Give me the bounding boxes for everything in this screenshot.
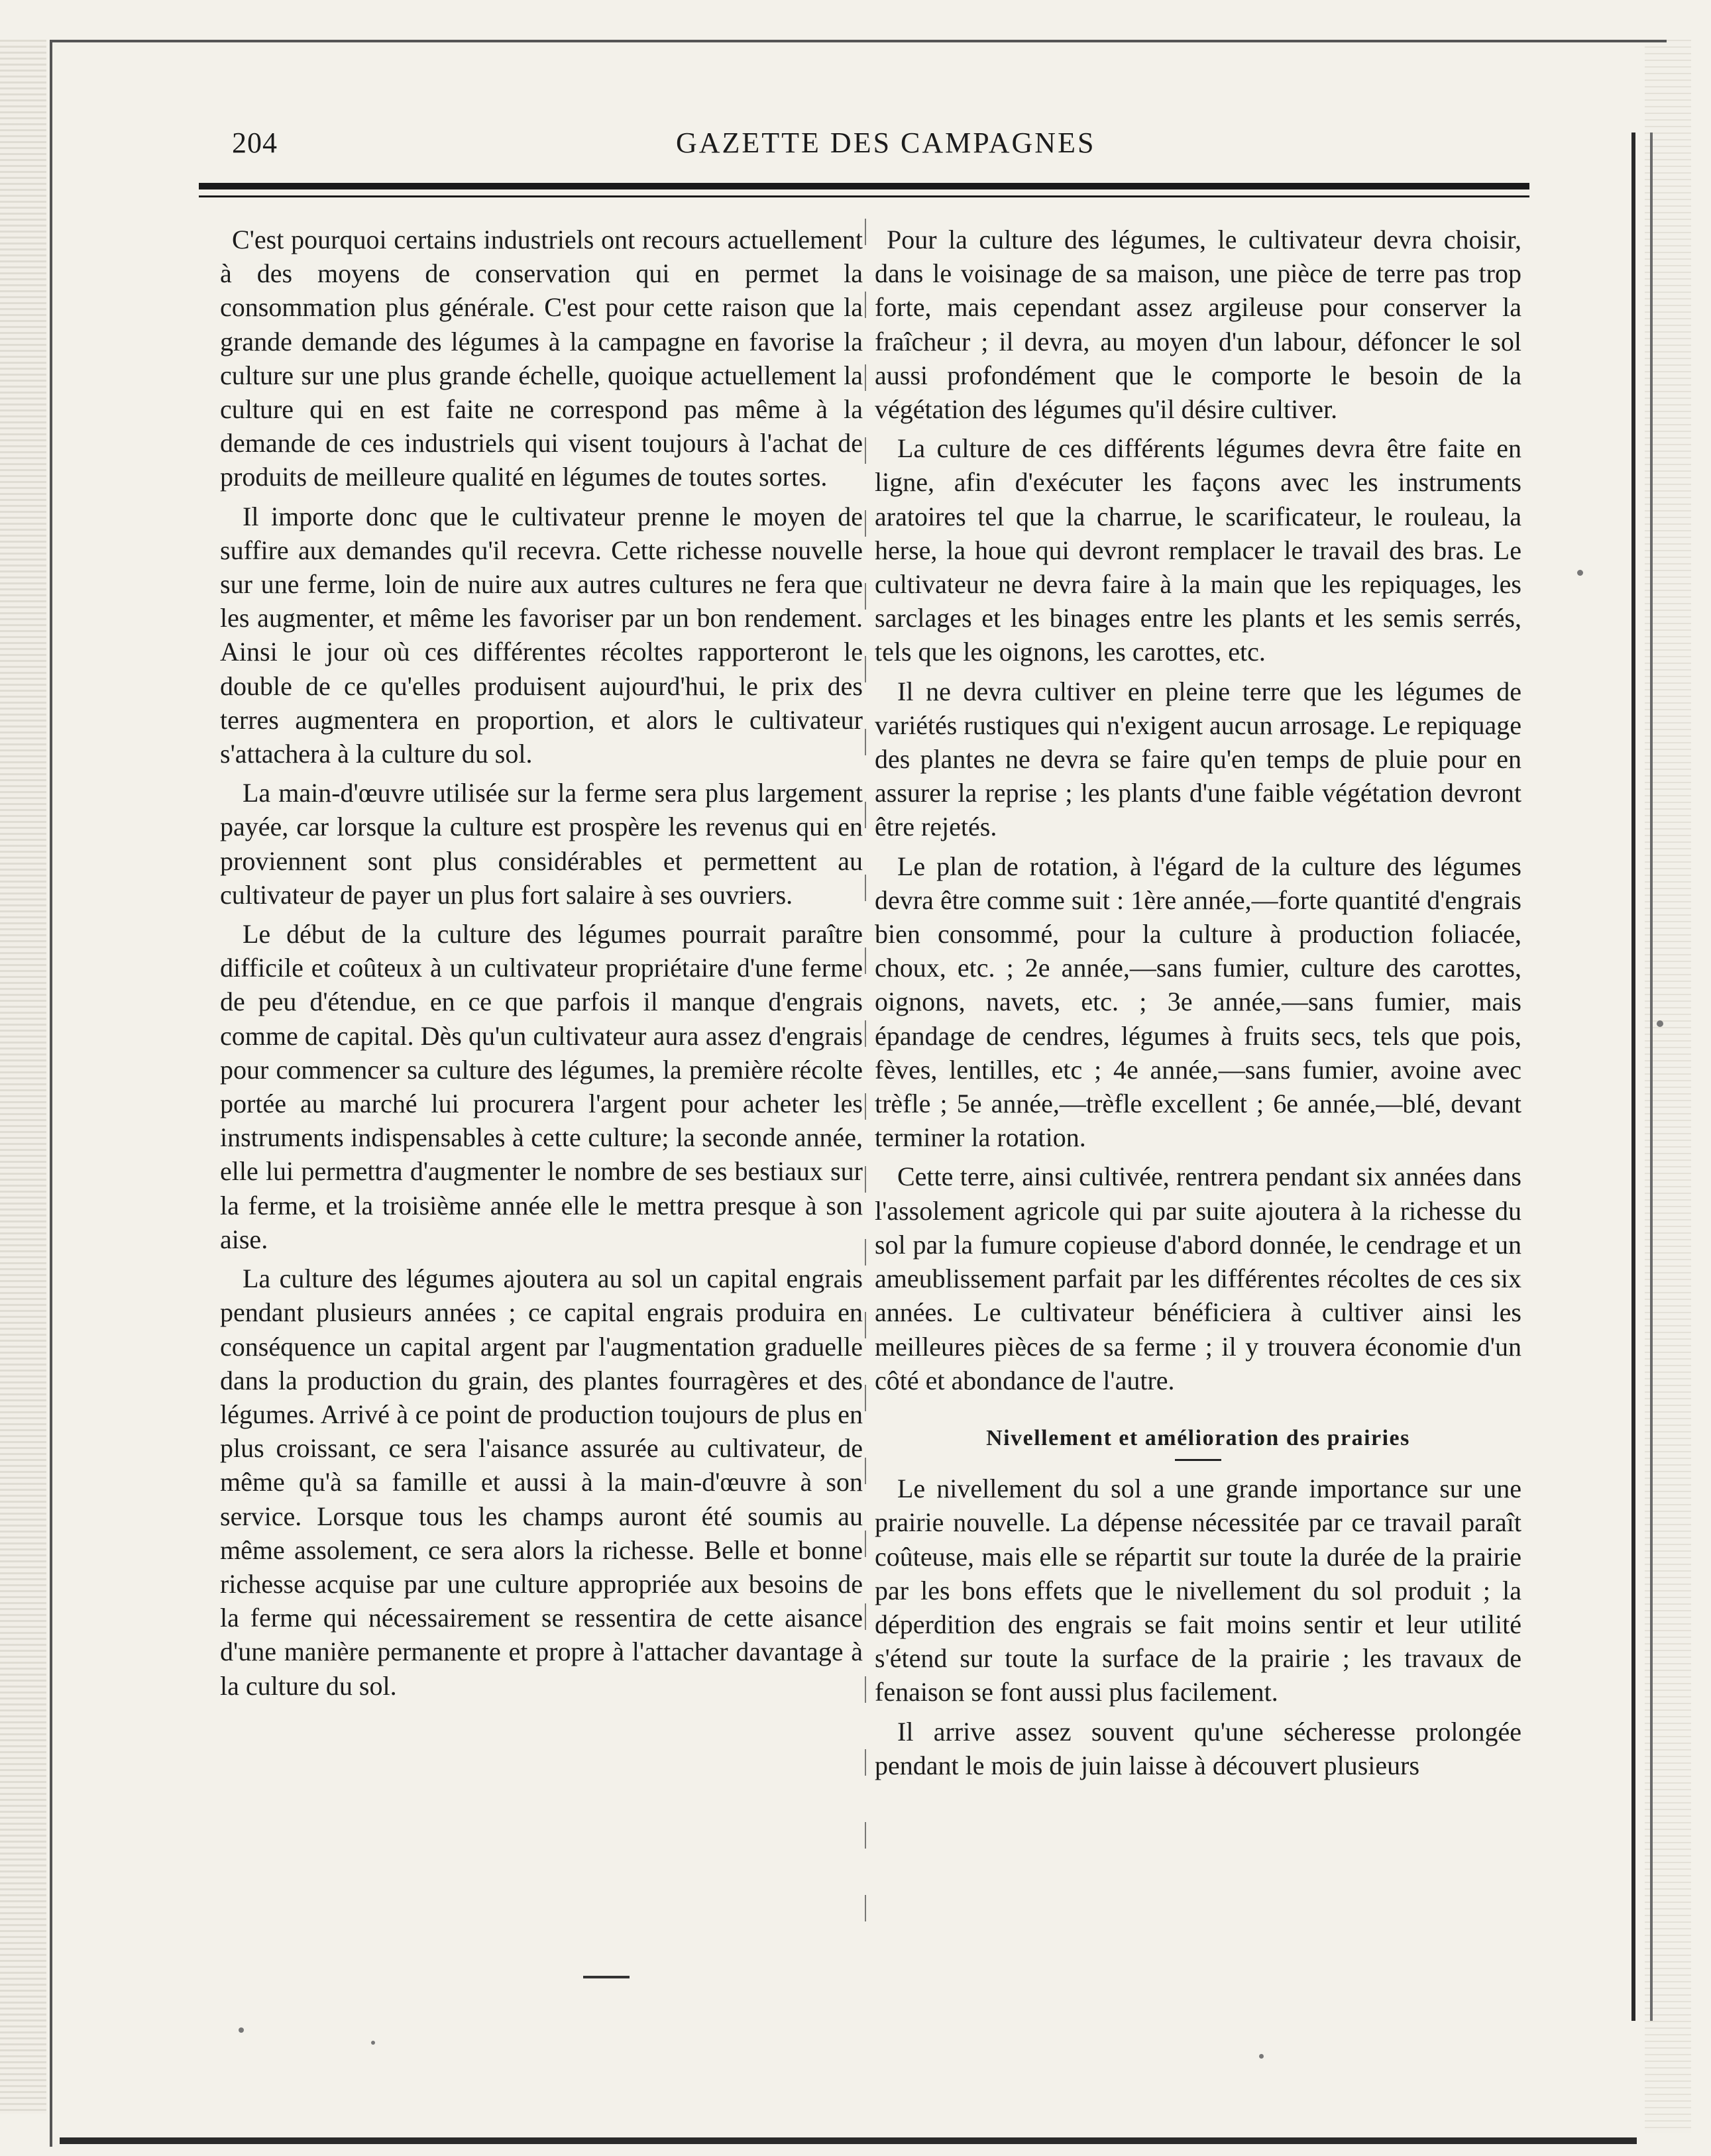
running-title: GAZETTE DES CAMPAGNES	[676, 127, 1096, 159]
section-heading: Nivellement et amélioration des prairies	[986, 1425, 1410, 1450]
binding-line	[1631, 133, 1635, 2021]
print-speck	[371, 2041, 375, 2045]
right-column	[875, 223, 1521, 1788]
left-column	[220, 223, 863, 1708]
page-header	[212, 126, 1524, 172]
paragraph: Il importe donc que le cultivateur prenne le moyen de suffire aux demandes qu'il recevra. Cette richesse nouvelle sur une ferme, loin de nuire aux autres cultures ne fera que les augmenter, et même les favoriser par un bon rendement. Ainsi le jour où ces différentes récoltes rapporteront le double de ce qu'elles produisent aujourd'hui, le prix des terres augmentera en proportion, et alors le cultivateur s'attachera à la culture du sol.	[220, 501, 863, 769]
paragraph: Pour la culture des légumes, le cultivateur devra choisir, dans le voisinage de sa maison, une pièce de terre pas trop forte, mais cependant assez argileuse pour conserver la fraîcheur ; il devra, au moyen d'un labour, défoncer le sol aussi profondément que le comporte le besoin de la végétation des légumes qu'il désire cultiver.	[875, 225, 1521, 425]
left-border	[50, 40, 52, 2147]
bottom-border	[60, 2137, 1637, 2144]
paragraph: Le nivellement du sol a une grande importance sur une prairie nouvelle. La dépense nécessitée par ce travail paraît coûteuse, mais elle se répartit sur toute la durée de la prairie par les bons effets que le nivellement du sol produit ; la déperdition des engrais se fait moins sentir et leur utilité s'étend sur toute la surface de la prairie ; les travaux de fenaison se font aussi plus facilement.	[875, 1474, 1521, 1707]
paragraph: La culture des légumes ajoutera au sol un capital engrais pendant plusieurs années ; ce capital engrais produira en conséquence un capital argent par l'augmentation graduelle dans la production du grain, des plantes fourragères et des légumes. Arrivé à ce point de production toujours de plus en plus croissant, ce sera l'aisance assurée au cultivateur, de même qu'à sa famille et aussi à la main-d'œuvre à son service. Lorsque tous les champs auront été soumis au même assolement, ce sera alors la richesse. Belle et bonne richesse acquise par une culture appropriée aux besoins de la ferme qui nécessairement se ressentira de cette aisance d'une manière permanente et propre à l'attacher davantage à la culture du sol.	[220, 1264, 863, 1701]
paragraph: Le plan de rotation, à l'égard de la culture des légumes devra être comme suit : 1ère année,—forte quantité d'engrais bien consommé, pour la culture à production foliacée, choux, etc. ; 2e année,—sans fumier, culture des carottes, oignons, navets, etc. ; 3e année,—sans fumier, mais épandage de cendres, légumes à fruits secs, tels que pois, fèves, lentilles, etc ; 4e année,—sans fumier, avoine avec trèfle ; 5e année,—trèfle excellent ; 6e année,—blé, devant terminer la rotation.	[875, 851, 1521, 1153]
print-speck	[1657, 1020, 1663, 1027]
section-dash	[1175, 1459, 1221, 1461]
paragraph: Cette terre, ainsi cultivée, rentrera pendant six années dans l'assolement agricole qui par suite ajoutera à la richesse du sol par la fumure copieuse d'abord donnée, le cendrage et un ameublissement parfait par les différentes récoltes de ces six années. Le cultivateur bénéficiera à cultiver ainsi les meilleures pièces de sa ferme ; il y trouvera économie d'un côté et abondance de l'autre.	[875, 1161, 1521, 1395]
paragraph: La culture de ces différents légumes devra être faite en ligne, afin d'exécuter les façons avec les instruments aratoires tel que la charrue, le scarificateur, le rouleau, la herse, la houe qui devront remplacer le travail des bras. Le cultivateur ne devra faire à la main que les repiquages, les sarclages et les binages entre les plants et les semis serrés, tels que les oignons, les carottes, etc.	[875, 433, 1521, 667]
header-rule-thin	[199, 195, 1529, 197]
binding-line-secondary	[1650, 133, 1653, 2021]
top-border	[50, 40, 1667, 42]
column-divider	[865, 219, 866, 1955]
paragraph: Il arrive assez souvent qu'une sécheresse prolongée pendant le mois de juin laisse à découvert plusieurs	[875, 1716, 1521, 1780]
header-rule-thick	[199, 183, 1529, 189]
paragraph: Il ne devra cultiver en pleine terre que les légumes de variétés rustiques qui n'exigent aucun arrosage. Le repiquage des plantes ne devra se faire qu'en temps de pluie pour en assurer la reprise ; les plants d'une faible végétation devront être rejetés.	[875, 676, 1521, 842]
paragraph: Le début de la culture des légumes pourrait paraître difficile et coûteux à un cultivateur propriétaire d'une ferme de peu d'étendue, en ce que parfois il manque d'engrais comme de capital. Dès qu'un cultivateur aura assez d'engrais pour commencer sa culture des légumes, la première récolte portée au marché lui procurera l'argent pour acheter les instruments indispensables à cette culture; la seconde année, elle lui permettra d'augmenter le nombre de ses bestiaux sur la ferme, et la troisième année elle le mettra presque à son aise.	[220, 919, 863, 1254]
paragraph: C'est pourquoi certains industriels ont recours actuellement à des moyens de conservation qui en permet la consommation plus générale. C'est pour cette raison que la grande demande des légumes à la campagne en favorise la culture sur une plus grande échelle, quoique actuellement la culture qui en est faite ne correspond pas même à la demande de ces industriels qui visent toujours à l'achat de produits de meilleure qualité en légumes de toutes sortes.	[220, 225, 863, 492]
print-speck	[1577, 570, 1583, 576]
end-mark	[583, 1976, 630, 1978]
paragraph: La main-d'œuvre utilisée sur la ferme sera plus largement payée, car lorsque la culture est prospère les revenus qui en proviennent sont plus considérables et permettent au cultivateur de payer un plus fort salaire à ses ouvriers.	[220, 778, 863, 910]
print-speck	[239, 2027, 244, 2033]
left-page-edge	[0, 40, 46, 2114]
page-number: 204	[232, 127, 278, 159]
print-speck	[1259, 2054, 1264, 2059]
